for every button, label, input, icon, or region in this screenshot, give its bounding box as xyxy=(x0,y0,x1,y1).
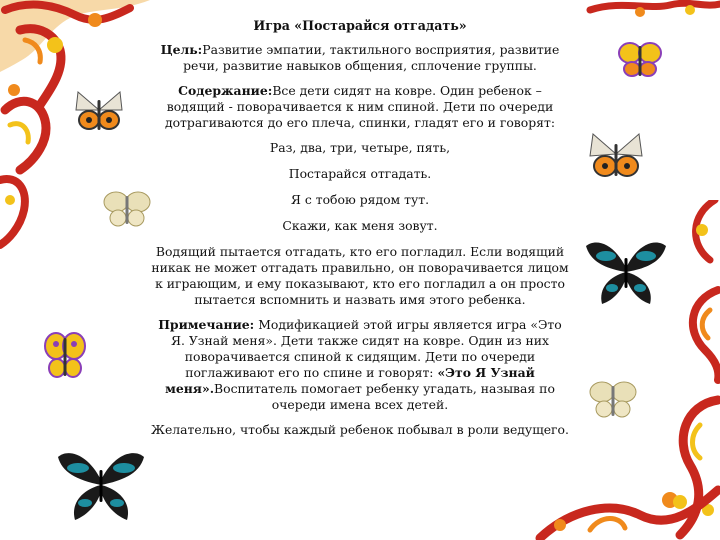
content-paragraph xyxy=(150,83,570,131)
butterfly-icon xyxy=(42,330,88,382)
guess-paragraph: Водящий пытается отгадать, кто его погладил. Если водящий никак не может отгадать правильно, он поворачивается лицом к играющим, и ему показывают, кто его погладил а он просто пытается вспомнить и назвать имя этого ребенка. xyxy=(151,244,569,307)
note-phrase: «Это Я Узнай меня». xyxy=(165,365,535,396)
verse-line: Постарайся отгадать. xyxy=(288,166,432,181)
note-paragraph xyxy=(150,317,570,413)
butterfly-icon xyxy=(102,188,152,230)
note-text: Модификацией этой игры является игра «Это Я. Узнай меня». Дети также сидят на ковре. Один из них поворачивается спиной к сидящим. Дети по очереди поглаживают его по спине и говорят: xyxy=(170,317,562,380)
verse-line: Скажи, как меня зовут. xyxy=(282,218,438,233)
butterfly-icon xyxy=(618,40,662,80)
butterfly-icon xyxy=(56,448,146,524)
page-title: Игра «Постарайся отгадать» xyxy=(253,18,467,33)
butterfly-icon xyxy=(588,378,638,422)
butterfly-icon xyxy=(74,88,124,136)
goals-label: Цель: xyxy=(160,42,203,57)
note-text-end: Воспитатель помогает ребенку угадать, называя по очереди имена всех детей. xyxy=(214,381,555,412)
closing-paragraph: Желательно, чтобы каждый ребенок побывал в роли ведущего. xyxy=(151,422,569,437)
butterfly-icon xyxy=(584,238,668,308)
goals-text: Развитие эмпатии, тактильного восприятия, развитие речи, развитие навыков общения, сплочение группы. xyxy=(183,42,560,73)
content-label: Содержание: xyxy=(178,83,273,98)
verse-line: Я с тобою рядом тут. xyxy=(290,192,430,207)
goals-paragraph xyxy=(150,42,570,74)
verse-line: Раз, два, три, четыре, пять, xyxy=(269,140,451,155)
note-label: Примечание: xyxy=(158,317,255,332)
content-text: Все дети сидят на ковре. Один ребенок – водящий - поворачивается к ним спиной. Дети по очереди дотрагиваются до его плеча, спинки, гладят его и говорят: xyxy=(164,83,556,130)
butterfly-icon xyxy=(588,132,644,182)
game-description xyxy=(150,18,570,447)
